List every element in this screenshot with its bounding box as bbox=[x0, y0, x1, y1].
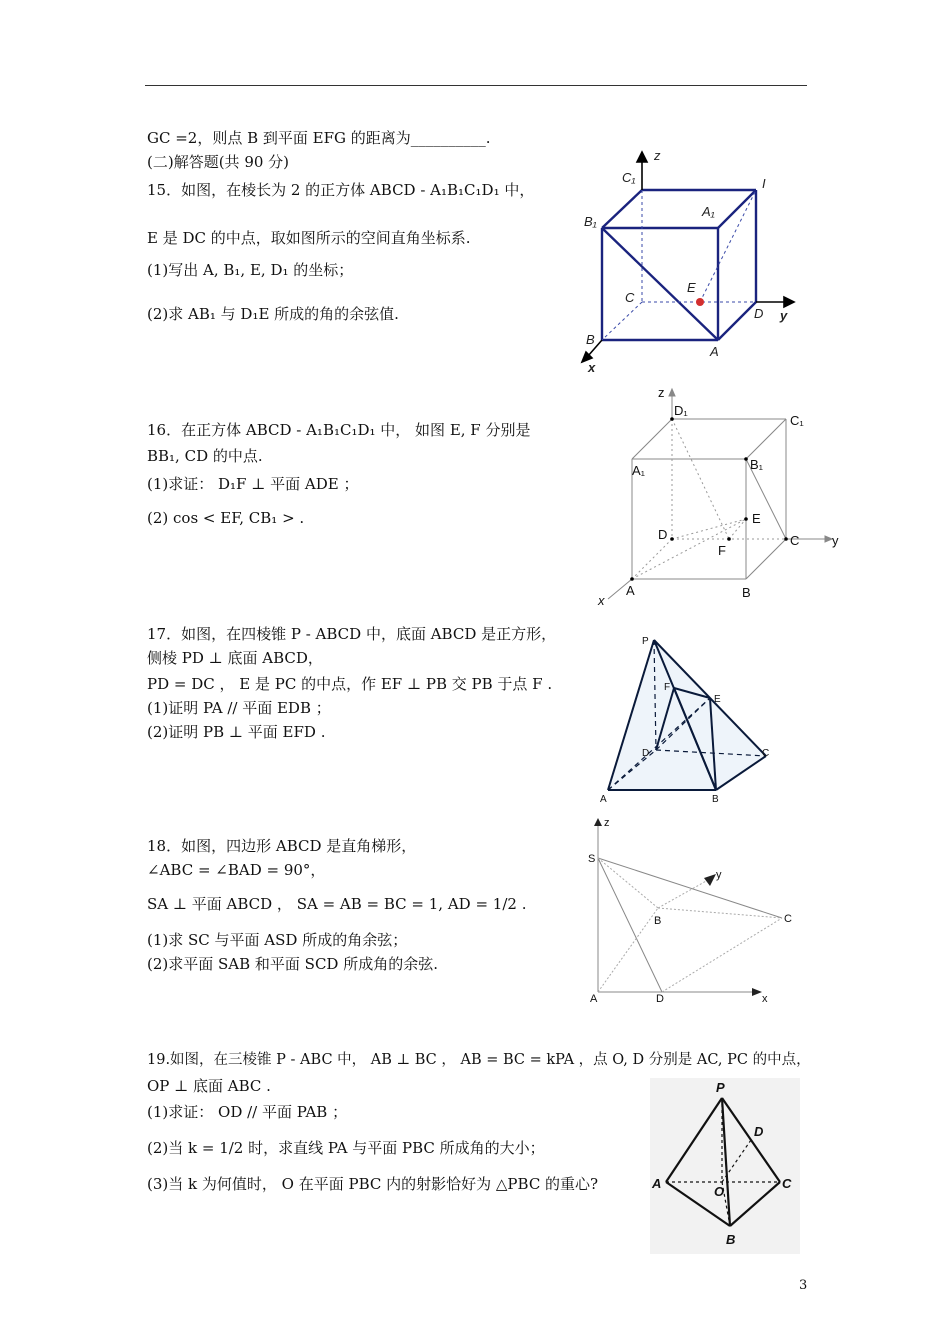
vertex-label-a: A bbox=[710, 344, 719, 359]
vertex-label-p: P bbox=[642, 636, 649, 647]
vertex-label-b1: B₁ bbox=[584, 214, 597, 229]
vertex-label-f: F bbox=[718, 543, 726, 558]
axis-label-x: x bbox=[762, 993, 768, 1002]
vertex-label-d: D bbox=[754, 1124, 764, 1139]
vertex-label-a1: A₁ bbox=[632, 463, 646, 478]
vertex-label-p: P bbox=[716, 1080, 725, 1095]
figure-17-pyramid bbox=[594, 632, 784, 812]
vertex-label-i: I bbox=[762, 176, 766, 191]
q19-line-3: (1)求证： OD // 平面 PAB ； bbox=[147, 1103, 348, 1121]
vertex-label-d: D bbox=[754, 306, 764, 321]
vertex-label-c: C bbox=[625, 290, 635, 305]
q18-line-2: ∠ABC = ∠BAD = 90°， bbox=[147, 861, 326, 879]
q18-line-5: (2)求平面 SAB 和平面 SCD 所成角的余弦. bbox=[147, 955, 438, 973]
vertex-label-e: E bbox=[714, 694, 721, 705]
q17-line-1: 17．如图，在四棱锥 P - ABCD 中，底面 ABCD 是正方形， bbox=[147, 625, 557, 643]
vertex-label-c1: C₁ bbox=[790, 413, 804, 428]
vertex-label-a: A bbox=[590, 993, 598, 1002]
figure-15-cube bbox=[570, 140, 830, 380]
vertex-label-a: A bbox=[652, 1176, 662, 1191]
q17-line-2: 侧棱 PD ⊥ 底面 ABCD， bbox=[147, 649, 323, 667]
axis-label-y: y bbox=[716, 869, 722, 881]
header-rule bbox=[145, 85, 807, 86]
q15-line-4: (2)求 AB₁ 与 D₁E 所成的角的余弦值. bbox=[147, 305, 399, 323]
figure-19-pyramid bbox=[650, 1078, 800, 1254]
q15-line-3: (1)写出 A, B₁, E, D₁ 的坐标； bbox=[147, 261, 354, 279]
vertex-label-a1: A₁ bbox=[702, 204, 715, 219]
vertex-label-c: C bbox=[762, 748, 770, 759]
vertex-label-e: E bbox=[687, 280, 696, 295]
axis-label-z: z bbox=[654, 148, 661, 163]
vertex-label-c1: C₁ bbox=[622, 170, 636, 185]
vertex-label-s: S bbox=[588, 853, 596, 865]
figure-16-cube bbox=[592, 385, 842, 610]
vertex-label-o: O bbox=[714, 1184, 725, 1199]
q18-line-3: SA ⊥ 平面 ABCD ， SA = AB = BC = 1, AD = 1/2 . bbox=[147, 895, 527, 913]
vertex-label-b: B bbox=[586, 332, 595, 347]
point-e-marker bbox=[696, 298, 704, 306]
vertex-label-e: E bbox=[752, 511, 761, 526]
q17-line-5: (2)证明 PB ⊥ 平面 EFD . bbox=[147, 723, 326, 741]
axis-label-z: z bbox=[658, 385, 665, 400]
vertex-label-b: B bbox=[712, 794, 719, 805]
vertex-label-d: D bbox=[642, 748, 650, 759]
q19-line-2: OP ⊥ 底面 ABC . bbox=[147, 1077, 271, 1095]
vertex-label-c: C bbox=[784, 913, 792, 925]
section-heading: (二)解答题(共 90 分) bbox=[147, 153, 290, 171]
vertex-label-d: D bbox=[656, 993, 664, 1002]
vertex-label-d1: D₁ bbox=[674, 403, 688, 418]
vertex-label-b: B bbox=[726, 1232, 736, 1247]
q16-line-1: 16．在正方体 ABCD - A₁B₁C₁D₁ 中， 如图 E, F 分别是 bbox=[147, 421, 531, 439]
vertex-label-b: B bbox=[742, 585, 751, 600]
vertex-label-c: C bbox=[782, 1176, 792, 1191]
axis-label-y: y bbox=[832, 533, 839, 548]
vertex-label-f: F bbox=[664, 682, 671, 693]
vertex-label-b1: B₁ bbox=[750, 457, 764, 472]
vertex-label-c: C bbox=[790, 533, 800, 548]
vertex-label-a: A bbox=[600, 794, 607, 805]
vertex-label-b: B bbox=[654, 915, 662, 927]
q19-line-4: (2)当 k = 1/2 时，求直线 PA 与平面 PBC 所成角的大小； bbox=[147, 1139, 545, 1157]
q19-line-5: (3)当 k 为何值时， O 在平面 PBC 内的射影恰好为 △PBC 的重心? bbox=[147, 1175, 599, 1193]
axis-label-y: y bbox=[780, 308, 788, 323]
q15-line-2: E 是 DC 的中点，取如图所示的空间直角坐标系. bbox=[147, 229, 471, 247]
vertex-label-d: D bbox=[658, 527, 668, 542]
axis-label-z: z bbox=[604, 817, 610, 829]
q19-line-1: 19.如图，在三棱锥 P - ABC 中， AB ⊥ BC ， AB = BC = kPA ，点 O, D 分别是 AC, PC 的中点， bbox=[147, 1052, 811, 1068]
axis-label-x: x bbox=[588, 360, 596, 375]
vertex-label-a: A bbox=[626, 583, 635, 598]
axis-label-x: x bbox=[598, 593, 605, 608]
q15-line-1: 15．如图，在棱长为 2 的正方体 ABCD - A₁B₁C₁D₁ 中， bbox=[147, 181, 535, 199]
fill-in-line: GC =2，则点 B 到平面 EFG 的距离为__________. bbox=[147, 129, 491, 147]
q18-line-4: (1)求 SC 与平面 ASD 所成的角余弦； bbox=[147, 931, 408, 949]
page-number: 3 bbox=[799, 1278, 808, 1293]
figure-18-solid bbox=[582, 814, 802, 1002]
q18-line-1: 18．如图，四边形 ABCD 是直角梯形， bbox=[147, 837, 417, 855]
q17-line-3: PD = DC ， E 是 PC 的中点，作 EF ⊥ PB 交 PB 于点 F . bbox=[147, 675, 553, 693]
q16-line-2: BB₁, CD 的中点. bbox=[147, 447, 263, 465]
q16-line-3: (1)求证： D₁F ⊥ 平面 ADE ； bbox=[147, 475, 359, 493]
q16-line-4: (2) cos < EF, CB₁ > . bbox=[147, 509, 305, 527]
q17-line-4: (1)证明 PA // 平面 EDB ； bbox=[147, 699, 331, 717]
